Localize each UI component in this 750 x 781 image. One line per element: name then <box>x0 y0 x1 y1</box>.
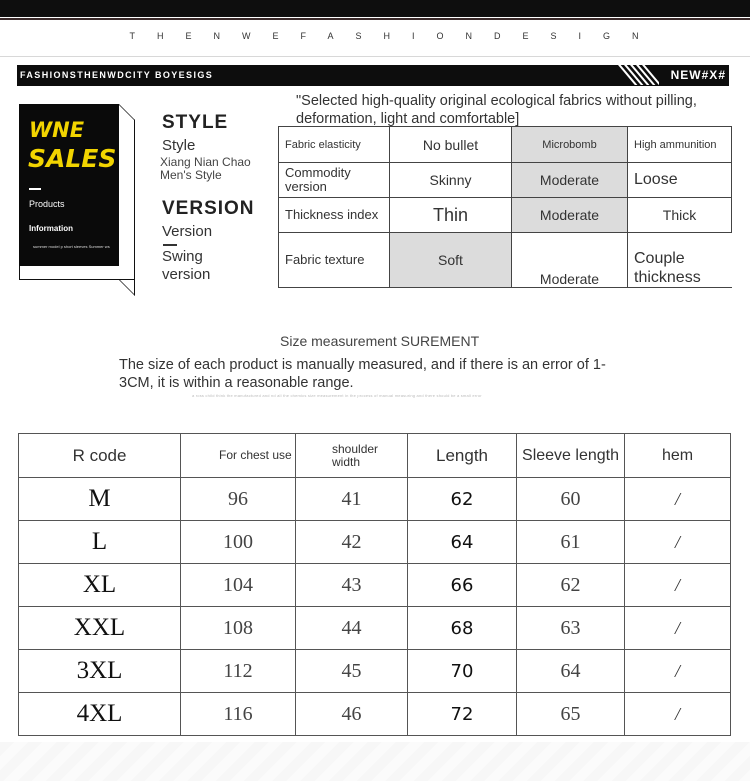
chest-value: 96 <box>181 478 296 521</box>
sleeve-value: 65 <box>517 693 625 736</box>
sleeve-value: 61 <box>517 521 625 564</box>
measurement-note: The size of each product is manually measured, and if there is an error of 1-3CM, it is within a reasonable range. <box>119 357 606 391</box>
col-header-code: R code <box>19 434 181 478</box>
stripes-decoration <box>609 59 659 85</box>
size-code: XL <box>19 564 181 607</box>
sleeve-value: 63 <box>517 607 625 650</box>
shoulder-value: 44 <box>296 607 408 650</box>
attr-option: High ammunition <box>628 127 732 163</box>
product-box-bottom <box>19 266 135 280</box>
length-value: 64 <box>408 521 517 564</box>
shoulder-value: 41 <box>296 478 408 521</box>
attr-label: Fabric texture <box>279 233 390 288</box>
chest-value: 104 <box>181 564 296 607</box>
bottom-pattern <box>0 742 750 781</box>
attr-option: Thick <box>628 198 732 233</box>
products-label: Products <box>29 199 65 209</box>
attr-option: No bullet <box>390 127 512 163</box>
attr-option: Loose <box>628 163 732 198</box>
sleeve-value: 64 <box>517 650 625 693</box>
attr-option: Thin <box>390 198 512 233</box>
attributes-table <box>278 126 732 288</box>
length-value: 72 <box>408 693 517 736</box>
brand-logo-line1: WNE <box>29 118 85 142</box>
black-banner <box>17 65 729 86</box>
header-divider <box>0 56 750 57</box>
top-black-bar <box>0 0 750 17</box>
style-description: Xiang Nian Chao Men's Style <box>160 155 251 182</box>
size-row <box>19 693 731 736</box>
version-dash <box>163 244 177 246</box>
size-code: M <box>19 478 181 521</box>
length-value: 68 <box>408 607 517 650</box>
size-row <box>19 607 731 650</box>
attr-option-selected: Soft <box>390 233 512 288</box>
col-header-chest: For chest use <box>181 434 296 478</box>
size-code: 4XL <box>19 693 181 736</box>
attr-row <box>279 198 732 233</box>
hem-value: / <box>625 478 731 521</box>
version-value: Version <box>162 223 213 240</box>
length-value: 70 <box>408 650 517 693</box>
length-value: 62 <box>408 478 517 521</box>
sleeve-value: 60 <box>517 478 625 521</box>
attr-row <box>279 233 732 288</box>
chest-value: 108 <box>181 607 296 650</box>
size-row <box>19 478 731 521</box>
measurement-faint-text: a ross child think the manufactured and nd all the chemics size measurement in the process of manual measuring and there should be a small error <box>192 393 482 398</box>
size-code: 3XL <box>19 650 181 693</box>
hem-value: / <box>625 650 731 693</box>
attr-option-selected: Moderate <box>512 163 628 198</box>
shoulder-value: 42 <box>296 521 408 564</box>
attr-option-selected: Microbomb <box>512 127 628 163</box>
style-heading: STYLE <box>162 112 229 133</box>
hem-value: / <box>625 693 731 736</box>
brand-spaced-title: THENWEFASHIONDESIGN <box>129 31 661 41</box>
chest-value: 112 <box>181 650 296 693</box>
banner-right-text: NEW#X# <box>670 68 726 82</box>
shoulder-value: 45 <box>296 650 408 693</box>
length-value: 66 <box>408 564 517 607</box>
fabric-quote: "Selected high-quality original ecological fabrics without pilling, deformation, light and comfortable] <box>296 93 697 127</box>
hem-value: / <box>625 607 731 650</box>
attr-option: Moderate <box>512 233 628 288</box>
size-row <box>19 650 731 693</box>
size-row <box>19 564 731 607</box>
size-table <box>18 433 731 736</box>
attr-option: Couple thickness <box>628 233 732 288</box>
hem-value: / <box>625 564 731 607</box>
attr-row <box>279 127 732 163</box>
size-row <box>19 521 731 564</box>
measurement-title: Size measurement SUREMENT <box>280 333 480 349</box>
attr-label: Commodity version <box>279 163 390 198</box>
chest-value: 100 <box>181 521 296 564</box>
col-header-shoulder: shoulder width <box>296 434 408 478</box>
col-header-sleeve: Sleeve length <box>517 434 625 478</box>
banner-left-text: FASHIONSTHENWDCITY BOYESIGS <box>20 70 214 80</box>
attr-row <box>279 163 732 198</box>
version-heading: VERSION <box>162 198 255 219</box>
col-header-hem: hem <box>625 434 731 478</box>
hem-value: / <box>625 521 731 564</box>
brand-logo-line2: SALES <box>28 144 117 173</box>
shoulder-value: 43 <box>296 564 408 607</box>
size-header-row <box>19 434 731 478</box>
information-label: Information <box>29 224 73 233</box>
product-box <box>19 104 119 266</box>
box-small-text: summer model p short sleeves Summer ws <box>33 244 110 249</box>
attr-label: Fabric elasticity <box>279 127 390 163</box>
sleeve-value: 62 <box>517 564 625 607</box>
style-value: Style <box>162 137 196 154</box>
attr-option-selected: Moderate <box>512 198 628 233</box>
col-header-length: Length <box>408 434 517 478</box>
box-dash <box>29 188 41 190</box>
size-code: L <box>19 521 181 564</box>
attr-label: Thickness index <box>279 198 390 233</box>
version-description: Swing version <box>162 248 211 283</box>
size-code: XXL <box>19 607 181 650</box>
shoulder-value: 46 <box>296 693 408 736</box>
chest-value: 116 <box>181 693 296 736</box>
attr-option: Skinny <box>390 163 512 198</box>
